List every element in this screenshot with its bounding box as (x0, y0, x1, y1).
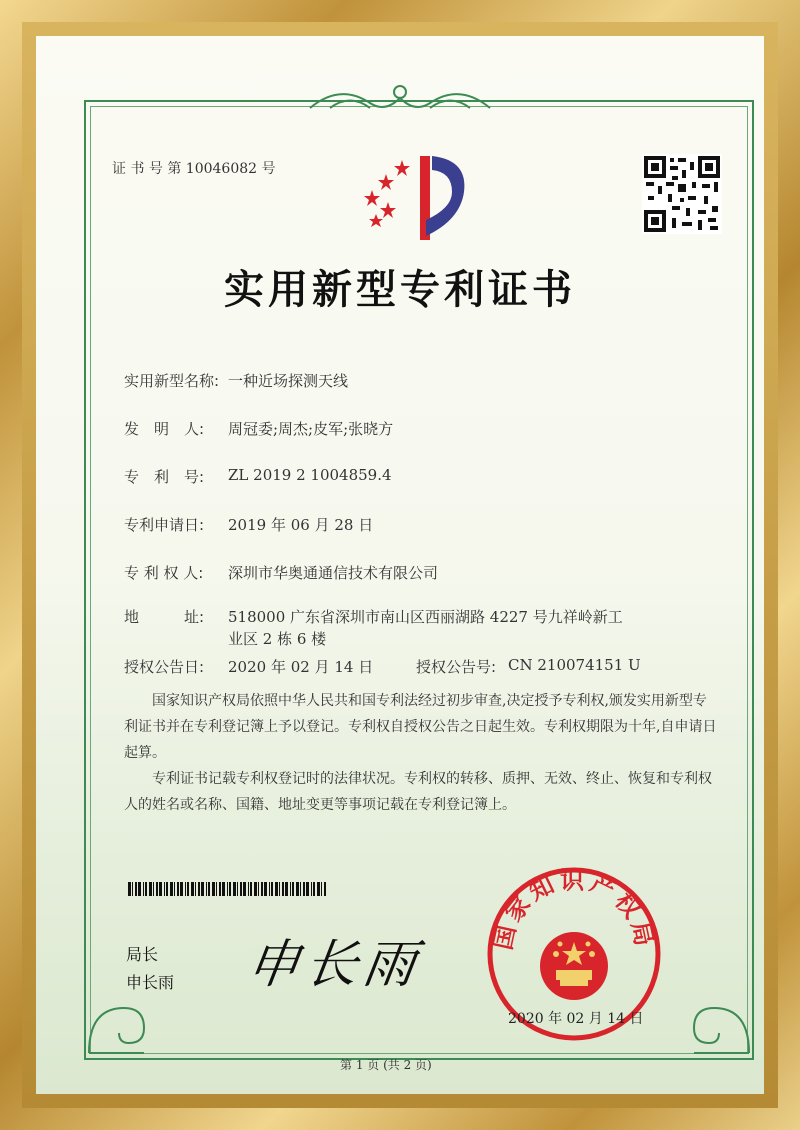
patent-number-value: ZL 2019 2 1004859.4 (228, 466, 392, 484)
barcode-bar (227, 882, 228, 896)
owner-label: 专 利 权 人: (124, 564, 204, 582)
statement-paragraph-1: 国家知识产权局依照中华人民共和国专利法经过初步审查,决定授予专利权,颁发实用新型专利证书并在专利登记簿上予以登记。专利权自授权公告之日起生效。专利权期限为十年,自申请日起算。 (124, 693, 717, 761)
barcode-bar (180, 882, 183, 896)
barcode-bar (132, 882, 133, 896)
certificate-number: 证 书 号 第 10046082 号 (112, 161, 276, 177)
statement-paragraph-2: 专利证书记载专利权登记时的法律状况。专利权的转移、质押、无效、终止、恢复和专利权人的姓名或名称、国籍、地址变更等事项记载在专利登记簿上。 (124, 771, 712, 813)
barcode-bar (145, 882, 147, 896)
barcode-bar (271, 882, 273, 896)
barcode-bar (254, 882, 257, 896)
barcode-bar (174, 882, 175, 896)
stamp-date: 2020 年 02 月 14 日 (508, 1011, 644, 1027)
grant-date-label: 授权公告日: (124, 658, 205, 676)
barcode-bar (191, 882, 194, 896)
barcode-bar (153, 882, 154, 896)
barcode-bar (296, 882, 299, 896)
signatory-name: 申长雨 (126, 973, 175, 992)
barcode-bar (198, 882, 200, 896)
barcode-bar (300, 882, 301, 896)
barcode-bar (166, 882, 168, 896)
barcode-bar (208, 882, 210, 896)
address-line-2: 业区 2 栋 6 楼 (228, 630, 327, 648)
corner-ornament-icon (684, 988, 754, 1058)
barcode-bar (233, 882, 236, 896)
inventor-label: 发 明 人: (124, 420, 205, 438)
barcode-bar (159, 882, 162, 896)
barcode-bar (237, 882, 238, 896)
barcode-bar (170, 882, 173, 896)
address-label: 地 址: (124, 608, 205, 626)
filing-date-value: 2019 年 06 月 28 日 (228, 516, 374, 534)
grant-number-label: 授权公告号: (416, 658, 497, 676)
barcode-bar (219, 882, 221, 896)
address-line-1: 518000 广东省深圳市南山区西丽湖路 4227 号九祥岭新工 (228, 608, 623, 626)
barcode-bar (240, 882, 242, 896)
barcode-bar (201, 882, 204, 896)
barcode-bar (285, 882, 288, 896)
barcode-bar (248, 882, 249, 896)
grant-number-value: CN 210074151 U (508, 656, 641, 674)
barcode-bar (149, 882, 152, 896)
national-emblem-icon (540, 932, 608, 1000)
signature: 申长雨 (243, 935, 426, 995)
barcode-bar (258, 882, 259, 896)
barcode-bar (306, 882, 309, 896)
barcode-bar (216, 882, 217, 896)
filing-date-label: 专利申请日: (124, 516, 205, 534)
barcode-bar (269, 882, 270, 896)
barcode-bar (250, 882, 252, 896)
barcode-bar (321, 882, 322, 896)
barcode-bar (311, 882, 312, 896)
corner-ornament-icon (84, 988, 154, 1058)
barcode-icon (128, 882, 328, 896)
barcode-bar (138, 882, 141, 896)
patent-number-label: 专 利 号: (124, 468, 205, 486)
certificate-title: 实用新型专利证书 (224, 267, 576, 313)
barcode-bar (290, 882, 291, 896)
barcode-bar (279, 882, 280, 896)
barcode-bar (229, 882, 231, 896)
barcode-bar (185, 882, 186, 896)
barcode-bar (303, 882, 305, 896)
owner-value: 深圳市华奥通通信技术有限公司 (228, 564, 439, 582)
name-value: 一种近场探测天线 (228, 372, 349, 390)
barcode-bar (222, 882, 225, 896)
barcode-bar (128, 882, 131, 896)
barcode-bar (261, 882, 263, 896)
top-ornament-icon (300, 78, 500, 118)
barcode-bar (292, 882, 294, 896)
page-footer: 第 1 页 (共 2 页) (340, 1058, 432, 1072)
barcode-bar (206, 882, 207, 896)
barcode-bar (282, 882, 284, 896)
barcode-bar (313, 882, 315, 896)
barcode-bar (212, 882, 215, 896)
patent-logo-icon (360, 150, 470, 242)
signatory-title: 局长 (126, 945, 159, 964)
qr-code-icon (642, 154, 722, 234)
inventor-value: 周冠委;周杰;皮军;张晓方 (228, 420, 394, 438)
barcode-bar (164, 882, 165, 896)
barcode-bar (143, 882, 144, 896)
barcode-bar (324, 882, 326, 896)
barcode-bar (264, 882, 267, 896)
barcode-bar (195, 882, 196, 896)
stamp-text: 国家知识产权局 (488, 866, 660, 953)
barcode-bar (243, 882, 246, 896)
barcode-bar (317, 882, 320, 896)
barcode-bar (156, 882, 158, 896)
barcode-bar (275, 882, 278, 896)
grant-date-value: 2020 年 02 月 14 日 (228, 658, 374, 676)
name-label: 实用新型名称: (124, 372, 220, 390)
barcode-bar (177, 882, 179, 896)
barcode-bar (135, 882, 137, 896)
barcode-bar (187, 882, 189, 896)
